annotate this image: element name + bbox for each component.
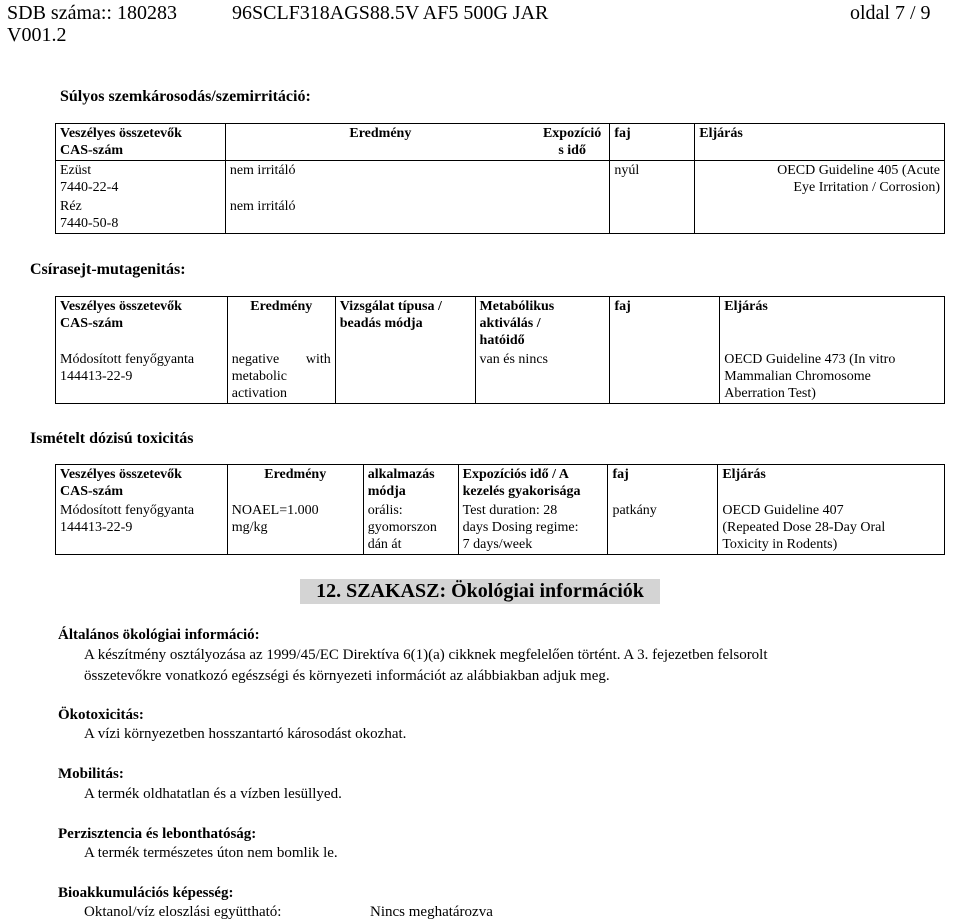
general-eco-line-1: A készítmény osztályozása az 1999/45/EC Direktíva 6(1)(a) cikknek megfelelően történt. A 3. fejezetben felsorolt (84, 647, 768, 663)
bioaccumulation-heading: Bioakkumulációs képesség: (58, 885, 234, 901)
sdb-number: SDB száma:: 180283 (7, 2, 177, 24)
header-result: Eredmény (227, 465, 363, 502)
result-cell: negative with metabolic activation (227, 350, 335, 404)
test-type-cell (335, 350, 475, 404)
header-application: alkalmazás módja (363, 465, 458, 502)
general-eco-heading: Általános ökológiai információ: (58, 627, 260, 643)
persistence-text: A termék természetes úton nem bomlik le. (84, 845, 338, 861)
section-12-banner: 12. SZAKASZ: Ökológiai információk (300, 579, 660, 604)
header-component: Veszélyes összetevők CAS-szám (56, 124, 226, 161)
component-cell: Réz 7440-50-8 (56, 197, 226, 234)
version: V001.2 (7, 24, 67, 46)
header-component: Veszélyes összetevők CAS-szám (56, 297, 228, 351)
header-method: Eljárás (720, 297, 945, 351)
mutagenicity-table (55, 296, 945, 404)
component-cell: Módosított fenyőgyanta 144413-22-9 (56, 350, 228, 404)
eye-section-title: Súlyos szemkárosodás/szemirritáció: (60, 88, 311, 105)
header-test-type: Vizsgálat típusa / beadás módja (335, 297, 475, 351)
table-header-row (56, 465, 945, 502)
header-method: Eljárás (695, 124, 945, 161)
result-cell: nem irritáló (225, 161, 610, 198)
method-cell (695, 197, 945, 234)
header-result: Eredmény (227, 297, 335, 351)
header-component: Veszélyes összetevők CAS-szám (56, 465, 228, 502)
eye-table (55, 123, 945, 234)
application-cell: orális: gyomorszon dán át (363, 501, 458, 555)
mutagenicity-section-title: Csírasejt-mutagenitás: (30, 261, 186, 278)
header-species: faj (610, 124, 695, 161)
bioaccumulation-label: Oktanol/víz eloszlási együttható: (84, 904, 282, 920)
component-cell: Ezüst 7440-22-4 (56, 161, 226, 198)
table-row (56, 501, 945, 555)
component-cell: Módosított fenyőgyanta 144413-22-9 (56, 501, 228, 555)
header-method: Eljárás (718, 465, 945, 502)
metabolic-cell: van és nincs (475, 350, 610, 404)
mobility-heading: Mobilitás: (58, 766, 124, 782)
species-cell (610, 197, 695, 234)
result-cell: NOAEL=1.000 mg/kg (227, 501, 363, 555)
page-number: oldal 7 / 9 (850, 2, 931, 24)
header-species: faj (610, 297, 720, 351)
method-cell: OECD Guideline 407 (Repeated Dose 28-Day Oral Toxicity in Rodents) (718, 501, 945, 555)
header-exposure: Expozíciós idő / A kezelés gyakorisága (458, 465, 608, 502)
method-cell: OECD Guideline 473 (In vitro Mammalian Chromosome Aberration Test) (720, 350, 945, 404)
method-cell: OECD Guideline 405 (Acute Eye Irritation / Corrosion) (695, 161, 945, 198)
general-eco-line-2: összetevőkre vonatkozó egészségi és környezeti információt az alábbiakban adjuk meg. (84, 668, 610, 684)
species-cell: nyúl (610, 161, 695, 198)
repeated-dose-section-title: Ismételt dózisú toxicitás (30, 430, 194, 447)
mobility-text: A termék oldhatatlan és a vízben lesüllyed. (84, 786, 342, 802)
table-header-row (56, 297, 945, 351)
header-result: Eredmény (225, 124, 535, 161)
bioaccumulation-value: Nincs meghatározva (370, 904, 493, 920)
table-row (56, 197, 945, 234)
product-code: 96SCLF318AGS88.5V AF5 500G JAR (232, 2, 549, 24)
header-exposure: Expozíció s idő (535, 124, 610, 161)
species-cell (610, 350, 720, 404)
table-header-row (56, 124, 945, 161)
table-row (56, 161, 945, 198)
ecotoxicity-heading: Ökotoxicitás: (58, 707, 144, 723)
exposure-cell: Test duration: 28 days Dosing regime: 7 days/week (458, 501, 608, 555)
header-metabolic: Metabólikus aktiválás / hatóidő (475, 297, 610, 351)
table-row (56, 350, 945, 404)
ecotoxicity-text: A vízi környezetben hosszantartó károsodást okozhat. (84, 726, 407, 742)
result-cell: nem irritáló (225, 197, 610, 234)
header-species: faj (608, 465, 718, 502)
repeated-dose-table (55, 464, 945, 555)
persistence-heading: Perzisztencia és lebonthatóság: (58, 826, 257, 842)
species-cell: patkány (608, 501, 718, 555)
